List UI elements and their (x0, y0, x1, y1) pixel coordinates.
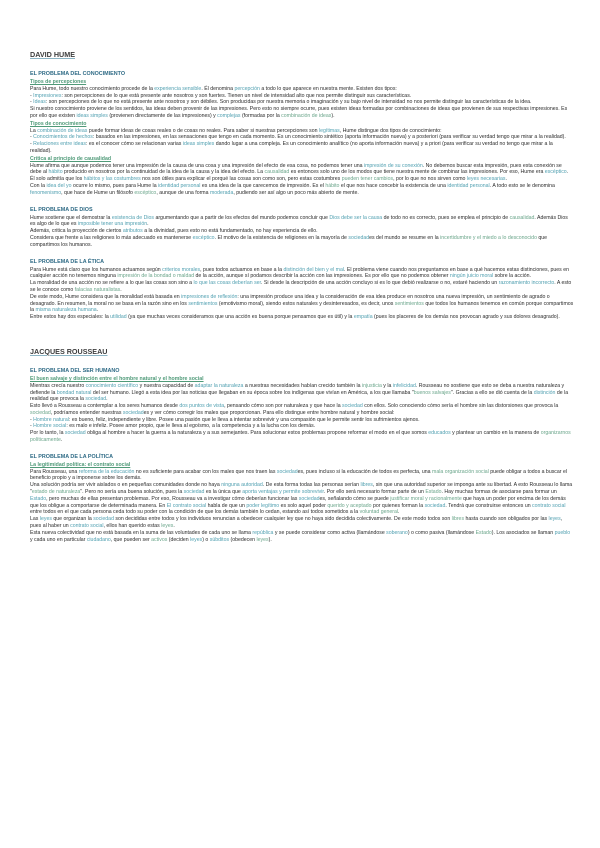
paragraph: Mientras crecía nuestro conocimiento científico y nuestra capacidad de adaptar la naturaleza a nuestras necesidades habían crecido también la injusticia y la infelicidad. Rousseau no sostiene que esto se deba a nuestra naturaleza y defiende la bondad natural del ser humano. Llegó a esta idea por las noticias que llegaban en su época sobre los indígenas que vivían en América, a los que llamaba "buenos salvajes". Gracias a ello se dió cuenta de la distinción de la realidad que provoca la sociedad. (30, 382, 569, 403)
highlighted-term: criterios morales (162, 266, 201, 273)
highlighted-term: contrato social (532, 502, 566, 509)
highlighted-term: misma naturaleza humana (35, 307, 97, 314)
paragraph: - Ideas: son percepciones de lo que no está presente ante nosotros y son débiles. Son producidas por nuestra memoria o imaginación y su bajo nivel de intensidad no nos permite distinguir las características de la idea. (30, 99, 532, 106)
paragraph: Si nuestro conocimiento proviene de los sentidos, las ideas deben provenir de las impresiones. Pero esto no siempre ocurre, pues existen ideas formadas por combinaciones de ideas que provienen de sus respectivas impresiones. Es por ello que existen ideas simples (provienen directamente de las impresiones) y complejas (formadas por la combinación de ideas). (30, 106, 568, 119)
highlighted-term: complejas (217, 112, 241, 119)
document-content (30, 50, 574, 543)
highlighted-term: Estado (475, 529, 492, 536)
paragraph: - Conocimientos de hechos: basados en las impresiones, en las sensaciones que tengo en cada momento. Es un conocimiento sintético (aporta información nueva) y a posteriori (para verificar su verdad tengo que mirar a la realidad). (30, 134, 566, 141)
highlighted-term: Estado (30, 495, 47, 502)
highlighted-term: educados (428, 430, 451, 437)
highlighted-term: hábito (48, 169, 63, 176)
highlighted-term: fenomenismo (30, 189, 62, 196)
highlighted-term: incertidumbre y el miedo a lo desconocido (440, 234, 537, 241)
subsection-heading: El buen salvaje y distinción entre el hombre natural y el hombre social (30, 375, 204, 382)
section-heading: EL PROBLEMA DEL CONOCIMIENTO (30, 71, 126, 77)
highlighted-term: soberano (386, 529, 408, 536)
highlighted-term: injusticia (361, 382, 382, 389)
highlighted-term: moderada (209, 189, 234, 196)
highlighted-term: escéptico (192, 234, 215, 241)
highlighted-term: razonamiento incorrecto (498, 280, 555, 287)
highlighted-term: Hombre natural (33, 416, 69, 423)
highlighted-term: libres (451, 516, 465, 523)
highlighted-term: identidad personal (447, 182, 490, 189)
subsection-heading: Tipos de percepciones (30, 79, 87, 85)
highlighted-term: Dios debe ser la causa (329, 214, 383, 221)
highlighted-term: El contrato social (166, 502, 207, 509)
highlighted-term: Relaciones entre ideas (33, 141, 86, 148)
highlighted-term: Impresiones (33, 92, 62, 99)
highlighted-term: sociedad (85, 396, 107, 403)
highlighted-term: leyes necesarias (466, 176, 506, 183)
paragraph: Una solución podría ser vivir aislados o en pequeñas comunidades donde no haya ninguna autoridad. De esta forma todas las personas serían libres, sin que una autoridad superior se imponga ante su libertad. A esto Rousseau lo llama "estado de naturaleza". Pero no sería una buena solución, pues la sociedad es la única que aporta ventajas y permite sobrevivir. Por ello será necesario formar parte de un Estado. Hay muchas formas de asociarse para formar un Estado, pero muchas de ellas presentan problemas. Por eso, Rousseau va a investigar cómo deberían funcionar las sociedades, señalando cómo se puede justificar moral y racionalmente que haya un poder por encima de los demás que los obligue a comportarse de determinada manera. En El contrato social habla de que un poder legítimo es solo aquel poder querido y aceptado por quienes forman la sociedad. Tendrá que construirse entonces un contrato social entre todos en el que cada persona ceda todo su poder con la condición de que los demás también lo cedan, estando así todos sometidos a la voluntad general. (30, 482, 573, 516)
highlighted-term: escéptico (134, 189, 157, 196)
paragraph: Esto llevó a Rousseau a contemplar a los seres humanos desde dos puntos de vista, pensando cómo son por naturaleza y que hace la sociedad con ellos. Solo conociendo cómo sería el hombre sin las distorsiones que provoca la sociedad, podríamos entender nuestras sociedades y ver cómo corregir los males que proporcionan. Para ello distingue entre hombre natural y hombre social: (30, 403, 559, 416)
highlighted-term: adaptar la naturaleza (194, 382, 244, 389)
paragraph: Entre estos hay dos especiales: la utilidad (ya que muchas veces consideramos que una acción es buena porque pensamos que es útil) y la empatía (pues los placeres de los demás nos provocan agrado y sus dolores desagrado). (30, 314, 560, 321)
highlighted-term: voluntad general (359, 509, 398, 516)
highlighted-term: atributos (122, 228, 143, 235)
paragraph: Con la idea del yo ocurre lo mismo, pues para Hume la identidad personal es una idea de la que carecemos de impresión. Es el hábito el que nos hace concebir la existencia de una identidad personal. A todo esto se le denomina fenomenismo, que hace de Hume un filósofo escéptico, aunque de una forma moderada, pudiendo ser así algo un poco más abierto de mente. (30, 182, 555, 196)
author-title: DAVID HUME (30, 50, 75, 59)
highlighted-term: república (252, 529, 274, 536)
highlighted-term: existencia de Dios (111, 214, 154, 221)
highlighted-term: súbditos (209, 536, 230, 543)
paragraph: Las leyes que organizan la sociedad son decididas entre todos y los individuos renuncian a obedecer cualquier ley que no haya sido decidida colectivamente. De este modo todos son libres hasta cuando son obligados por las leyes, pues al haber un contrato social, ellos han querido estas leyes. (30, 516, 563, 530)
highlighted-term: sentimientos (394, 300, 424, 307)
highlighted-term: mala organización social (432, 468, 489, 475)
section-heading: EL PROBLEMA DE LA POLÍTICA (30, 453, 114, 460)
highlighted-term: leyes (39, 516, 52, 523)
paragraph: Para Hume, todo nuestro conocimiento procede de la experiencia sensible. Él denomina percepción a todo lo que aparece en nuestra mente. Existen dos tipos: (30, 85, 397, 92)
highlighted-term: legítimas (318, 127, 340, 134)
highlighted-term: idea del yo (46, 182, 72, 189)
section-heading: EL PROBLEMA DE LA ÉTICA (30, 258, 105, 265)
highlighted-term: hábito (325, 182, 340, 189)
subsection-heading: Crítica al principio de causalidad (30, 155, 112, 162)
paragraph: - Hombre natural: es bueno, feliz, independiente y libre. Posee una pasión que le lleva a intentar sobrevivir y una compasión que le permite sentir los sufrimientos ajenos. (30, 416, 420, 423)
highlighted-term: hábitos y las costumbres (83, 176, 141, 183)
highlighted-term: identidad personal (158, 182, 201, 189)
paragraph: Hume afirma que aunque podemos tener una impresión de la causa de una cosa y una impresión del efecto de esa cosa, no podemos tener una impresión de su conexión. No debemos buscar esta impresión, pues esta conexión se debe al hábito producido en nosotros por la continuidad de la idea de la causa y la idea del efecto. La causalidad es entonces solo uno de los modos que tiene nuestra mente de combinar las impresiones. Por eso, Hume era escéptico. Él solo admitía que los hábitos y las costumbres nos son útiles para explicar el porqué las cosas son como son, pero estas costumbres pueden tener cambios, por lo que no nos sirven como leyes necesarias. (30, 162, 569, 183)
paragraph: Para Hume está claro que los humanos actuamos según criterios morales, pues todos actuamos en base a la distinción del bien y el mal. El problema viene cuando nos preguntamos en base a qué hacemos estas distinciones, pues en cualquier acción no tenemos ninguna impresión de la bondad o maldad de la acción, aunque sí podamos describir la acción con las impresiones. Es por ello que no podemos obtener ningún juicio moral sobre la acción. (30, 266, 569, 280)
highlighted-term: organizarnos políticamente (30, 430, 571, 444)
paragraph: Hume sostiene que el demostrar la existencia de Dios argumentando que a partir de los efectos del mundo podemos concluir que Dios debe ser la causa de todo no es correcto, pues se emplea el principio de causalidad. Además Dios es algo de lo que es imposible tener una impresión. (30, 214, 568, 228)
highlighted-term: sociedad (276, 468, 298, 475)
paragraph: Para Rousseau, una reforma de la educación no es suficiente para acabar con los males que nos traen las sociedades, pues incluso si la educación de todos es perfecta, una mala organización social puede obligar a todos a buscar el beneficio propio y a imponerse sobre los demás. (30, 468, 567, 482)
paragraph: La combinación de ideas puede formar ideas de cosas reales o de cosas no reales. Para saber si nuestras percepciones son legítimas, Hume distingue dos tipos de conocimiento: (30, 127, 442, 134)
highlighted-term: leyes (548, 516, 561, 523)
highlighted-term: combinación de ideas (281, 112, 332, 119)
highlighted-term: impresión de la bondad o maldad (117, 273, 195, 280)
highlighted-term: Estado (425, 489, 442, 496)
highlighted-term: leyes (161, 523, 174, 530)
highlighted-term: Ideas (33, 99, 46, 106)
highlighted-term: aporta ventajas y permite sobrevivir (242, 489, 324, 496)
highlighted-term: poder legítimo (246, 502, 280, 509)
highlighted-term: distinción del bien y el mal (283, 266, 345, 273)
highlighted-term: causalidad (509, 214, 535, 221)
highlighted-term: sociedad (298, 495, 320, 502)
paragraph: - Impresiones: son percepciones de lo que está presente ante nosotros y son fuertes. Tienen un nivel de intensidad alto que nos permite distinguir sus características. (30, 92, 412, 99)
highlighted-term: percepción (234, 85, 260, 92)
highlighted-term: Conocimientos de hechos (33, 134, 93, 141)
highlighted-term: sociedad (348, 234, 370, 241)
section-heading: EL PROBLEMA DEL SER HUMANO (30, 367, 120, 374)
highlighted-term: falacias naturalistas (74, 286, 121, 293)
highlighted-term: contrato social (70, 523, 104, 530)
highlighted-term: dos puntos de vista (179, 403, 225, 410)
paragraph: Además, critica la proyección de ciertos atributos a la divinidad, pues esto no está fundamentado, no hay experiencia de ello. (30, 228, 318, 235)
paragraph: Esta nueva colectividad que no está basada en la suma de las voluntades de cada uno se llama república y se puede considerar como activa (llamándose soberano) o como pasiva (llamándose Estado). Los asociados se llaman pueblo y cada uno en particular ciudadano, que pueden ser activos (deciden leyes) o súbditos (obedecen leyes). (30, 529, 571, 543)
highlighted-term: bondad natural (56, 389, 92, 396)
highlighted-term: leyes (190, 536, 203, 543)
highlighted-term: lo que las cosas deberían ser (193, 280, 261, 287)
highlighted-term: combinación de ideas (37, 127, 88, 134)
highlighted-term: libres (360, 482, 373, 489)
highlighted-term: imposible tener una impresión (77, 221, 148, 228)
highlighted-term: justificar moral y racionalmente (390, 495, 462, 502)
paragraph: Por lo tanto, la sociedad obliga al hombre a hacer la guerra a la naturaleza y a sus semejantes. Para solucionar estos problemas propone reformar el modo en el que somos educados y plantear un cambio en la manera de organizarnos políticamente. (30, 430, 571, 444)
highlighted-term: impresiones de reflexión (181, 293, 238, 300)
highlighted-term: Hombre social (33, 423, 67, 430)
highlighted-term: sociedad (30, 409, 51, 416)
highlighted-term: activos (151, 536, 168, 543)
paragraph: - Hombre social: es malo e infeliz. Posee amor propio, que le lleva al egoísmo, a la competencia y a la lucha con los demás. (30, 423, 316, 430)
author-title: JACQUES ROUSSEAU (30, 346, 108, 356)
highlighted-term: estado de naturaleza (31, 489, 81, 496)
highlighted-term: buenos salvajes (413, 389, 451, 396)
highlighted-term: sociedad (342, 403, 363, 410)
highlighted-term: sociedad (93, 516, 114, 523)
highlighted-term: reforma de la educación (78, 468, 135, 475)
highlighted-term: ciudadano (86, 536, 111, 543)
paragraph: De este modo, Hume considera que la moralidad está basada en impresiones de reflexión: una impresión produce una idea y la consideración de esa idea produce en nosotros una nueva impresión, un sentimiento de agrado o desagrado. En resumen, la moral no se basa en la razón sino en los sentimientos (emotivismo moral), siendo estos naturales y desinteresados, es decir, unos sentimientos que todos los humanos tenemos en común porque compartimos la misma naturaleza humana. (30, 293, 574, 314)
highlighted-term: sociedad (122, 409, 144, 416)
highlighted-term: sentimientos (188, 300, 218, 307)
highlighted-term: causalidad (264, 169, 290, 176)
highlighted-term: infelicidad (392, 382, 416, 389)
highlighted-term: querido y aceptado (327, 502, 372, 509)
highlighted-term: ningún juicio moral (449, 273, 494, 280)
highlighted-term: pueden tener cambios (341, 176, 394, 183)
highlighted-term: leyes (256, 536, 269, 543)
highlighted-term: sociedad (64, 430, 86, 437)
paragraph: Considera que frente a las religiones lo más adecuado es mantenerse escéptico. El motivo de la existencia de religiones en la mayoría de sociedades del mundo se resume en la incertidumbre y el miedo a lo desconocido que compartimos los humanos. (30, 234, 548, 248)
highlighted-term: pueblo (554, 529, 571, 536)
highlighted-term: distinción (533, 389, 556, 396)
highlighted-term: utilidad (110, 314, 127, 321)
highlighted-term: ideas simples (76, 112, 108, 119)
paragraph: - Relaciones entre ideas: es el conocer cómo se relacionan varias ideas simples dando lugar a una compleja. Es un conocimiento analítico (no aporta información nueva) y a priori (para verificar su verdad no tengo que mirar a la realidad). (30, 141, 553, 154)
subsection-heading: La legitimidad política: el contrato social (30, 461, 131, 468)
highlighted-term: ideas simples (182, 141, 215, 148)
highlighted-term: escéptico (544, 169, 567, 176)
highlighted-term: sociedad (183, 489, 205, 496)
highlighted-term: sociedad (424, 502, 446, 509)
paragraph: La moralidad de una acción no se refiere a lo que las cosas son sino a lo que las cosas deberían ser. Si desde la descripción de una acción concluyo si es lo que debió realizarse o no, estaré haciendo un razonamiento incorrecto. A esto se le conoce como falacias naturalistas. (30, 280, 572, 293)
subsection-heading: Tipos de conocimiento (30, 120, 87, 127)
highlighted-term: conocimiento científico (85, 382, 139, 389)
highlighted-term: empatía (353, 314, 373, 321)
highlighted-term: experiencia sensible (154, 85, 202, 92)
highlighted-term: ninguna autoridad (221, 482, 263, 489)
section-heading: EL PROBLEMA DE DIOS (30, 206, 93, 213)
highlighted-term: impresión de su conexión (363, 162, 423, 169)
